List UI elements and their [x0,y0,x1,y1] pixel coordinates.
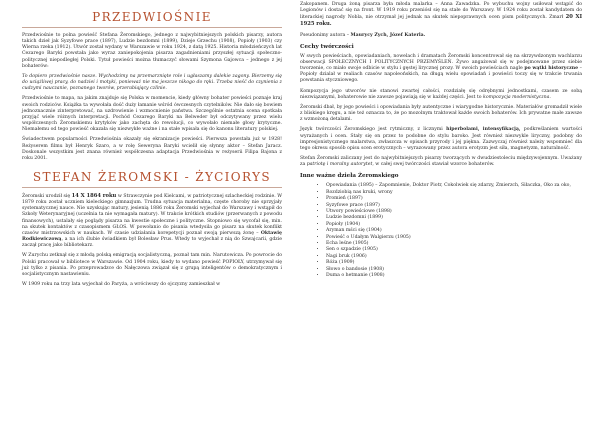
paragraph-adaptations: Świadectwem popularności Przedwiośnia okazały się ekranizacje powieści. Pierwsza powstała już w 1928! Reżyserem filmu był Henryk Szaro, a w rolę Seweryna Baryki wcielił się słynny aktor – Stefan Jaracz. Doskonale wszystkim jest znana również współczesna adaptacja Przedwiośnia w reżyserii Filipa Bajona z roku 2001. [22,137,282,161]
text-segment: , w całej swej twórczości stawiał wzorce bohaterów. [372,162,495,168]
list-item: • Syzyfowe prace (1897) [326,203,582,209]
paragraph-features-2 [300,89,582,101]
list-item: • Opowiadania (1895) – Zapomnienie, Doktor Piotr, Cokolwiek się zdarzy, Zmierzch, Siłaczka, Oko za oko, [326,183,582,189]
text-segment: – Popioły dzialał w realiach czasów napoleońskich, na długą wielu opowiadań i powieści toczy się w trakcie trwania powstania styczniowego. [300,66,582,84]
list-item: • Popioły (1904) [326,222,582,228]
list-item: • Promień (1897) [326,196,582,202]
paragraph-features-3: Żeromski dbał, by jego powieści i opowiadania były autentyczne i wiarygodne historycznie. Materiałów gromadził wiele z bliskiego kręgu, a nie też oznacza to, że po mozolnym traktował każde swoich bohaterów. Ich prywatne małe zawsze z wzmożoną detalami. [300,104,582,123]
text-segment: Pseudonimy autora – [300,32,351,38]
list-item: • Aryman mści się (1904) [326,228,582,234]
death-date: 20 XI 1925 roku. [300,14,583,28]
wife-name: Oktawię Rodkiewiczową [22,230,282,243]
text-segment: Żeromski urodził się [22,193,72,199]
paragraph-biography-cont [300,2,582,29]
paragraph-intro: Przedwiośnie to polna powieść Stefana Żeromskiego, jednego z najwybitniejszych polskich pisarzy, autora takich dzieł jak Syzyfowe prace (1897), Ludzie bezdomni (1899), Dzieje Grzechu (1908), Popioły (1903) czy Wierna rzeka (1912). Utwór został wydany w Warszawie w roku 1924, z datą 1925. Historia młodzieńczych lat Cezarego Baryki powstała jako wyraz zaniepokojenia pisarza zagadnieniami przyszłej sytuacji społeczno-politycznej niepodległej Polski. Tytuł powieści można tłumaczyć słowami Szymona Gajowca – jednego z jej bohaterów: [22,33,282,69]
right-column [300,2,582,279]
text-segment: w Strawczynie pod Kielcami, w patriotycznej szlacheckiej rodzinie. W 1879 roku został uczniem kieleckiego gimnazjum. Trudna sytuacja materialna, częste choroby nie sprzyjały systematycznej nauce. Nie uzyskując matury, jesienią 1886 roku Żeromski wyjechał do Warszawy i wstąpił do Szkoły Weterynaryjnej (uczelnia ta nie wymagała matury). W trakcie krótkich studiów (przerwanych z powodu finansowych), ustalały się poglądy pisarza na kwestie społeczne i polityczne. Stopniowo się wycofał się, min. na skutek kontaktów z czasopismem GŁOS. W powołanio do pisania wtedysila go pisarz na skutek konflikt czasów mistrzowskich w naukach. W czasie udziałania korepetycji poznał swoją pierwszą żonę – [22,193,282,236]
section-title-przedwiosnie: PRZEDWIOŚNIE [92,10,212,24]
paragraph-biography-2: W Zurychu zetknął się z młodą polską emigracją socjalistyczną, poznał tam min. Narutowicza. Po powrocie do Polski pracował w bibliotece w Warszawie. Od 1904 roku, kiedy to wydano powieść POPIOŁY, utrzymywał się już tylko z pisania. Po przeprowadzce do Nałęczowa związał się z grupą inteligentów o demokratycznym i socjalistycznym nastawieniu. [22,253,282,277]
title-rule-2 [22,187,282,188]
list-item: • Róża (1909) [326,260,582,266]
paragraph-features-1 [300,54,582,85]
highlight-historical: po wątki historyczne [524,66,579,72]
left-column [22,0,282,292]
heading-features: Cechy twórczości [300,43,354,50]
highlight-patriot: patriotę i moralny autorytet [306,162,373,168]
title-rule [22,27,282,28]
section-title-biography: STEFAN ŻEROMSKI - ŻYCIORYS [32,169,272,184]
paragraph-features-4 [300,127,582,152]
list-item: • Duma o hetmanie (1908) [326,273,582,279]
heading-other-works: Inne ważne dzieła Żeromskiego [300,173,399,180]
list-item: • Echa leśne (1905) [326,241,582,247]
text-segment: Stefan Żeromski zaliczany jest do najwybitniejszych pisarzy tworzących w dwudziestoleciu międzywojennym. Uważany za [300,155,582,168]
text-segment: Język twórczości Żeromskiego jest rytmiczny, z licznymi [300,127,447,133]
paragraph-biography-3: W 1909 roku na trzy lata wyjechał do Paryża, a wróciwszy do ojczyzny zamieszkał w [22,282,221,287]
text-segment: W swych powieściach, opowiadaniach, nowelach i dramatach Żeromski koncentrował się na skrzywdzonym wachlarzu obserwacji SPOŁECZNYCH I POLITYCZNYCH PRZEMYŚLEŃ. Żywo angażował się w podejmowane przez siebie tworzenie, co miało swoje odbicie w stylu i gęstej lirycznej prozy. W swoich powieściach nagle [300,53,582,72]
list-item: • Rozdziobią nas kruki, wrony [326,190,582,196]
text-segment: , a na ich ślubie świadkiem był Bolesław Prus. Wtedy to wyjechał z nią do Szwajcarii, gdzie zaczął pracę jako bibliotekarz. [22,237,282,249]
text-segment: Kompozycja jego utworów nie stanowi zwartej całości, rozdziałę się odrębnymi jednostkami, czasem ze sobą niezwiązanymi, bohaterowie nie zawsze pojawiają się w każdej części. Jest to [300,88,582,100]
list-item: • Sen o szpadzie (1905) [326,247,582,253]
highlight-hyperbole: hiperbolami, intensyfikacją, [446,127,521,133]
list-item: • Słowo o bandosie (1908) [326,267,582,273]
pseudonyms: Maurycy Zych, Józef Katerla. [350,32,426,38]
quote-paragraph: To dopiero przedwiośnie nasze. Wychodzimy na przemarznięte role i ugłaszamy dalekie zagony. Bierzemy się do uciążliwej pracy, do nadziei i motyki, ponieważ nie ma jeszcze nikogo do ręki. Trzeba nieść do czynienia z cudzymi nauczanie, poznanego tworów, przerabiający czlinie. [22,73,282,92]
birth-date: 14 X 1864 roku [71,192,117,199]
list-item: • Nagi bruk (1906) [326,254,582,260]
list-item: • Powieść o Udałym Walgierzu (1905) [326,235,582,241]
list-item: • Utwory powieściowe (1898) [326,209,582,215]
paragraph-features-5 [300,156,582,168]
text-segment: Zakopanem. Druga żoną pisarza była młoda malarka – Anna Zawadzka. Po wybuchu wojny usiłował wstąpić do Legionów i dostać się na front. W 1919 roku przeniósł się na stałe do Warszawy. W 1924 roku został kandydatem do literackiej nagrody Nobla, nie otrzymał jej jednak na skutek niepoprawnych ocen pism politycznych. Zmarł [300,2,582,21]
paragraph-reception: Przedwiośnie to mapa, na jakim znajduje się Polska w momencie, kiedy główny bohater powieści poznaje kraj swoich rodziców. Książka ta wywołała dość duży łamanie wśród ówczesnych czytelników. Nie dało się bowiem jednoznacznie zinterpretować, na uzdrowienie i wzmocnienie państwa. Szczególnie ostatnia scena spotkała przyjąć wiele różnych interpretacji. Pochód Cezarego Baryki na Belweder był odczytywany przez wielu współczesnych Żeromskiemu krytyków jako zachęta do rewolucji, co wywołało niemałe głosy krytyczne. Niemałemu od tego powieść okazała się niezwykłe ważne i na stałe wpisała się do kanonu literatury polskiej. [22,96,282,133]
list-item: • Ludzie bezdomni (1899) [326,215,582,221]
highlight-composition: kompozycja modernistyczna. [483,94,551,100]
paragraph-biography-1 [22,193,282,249]
works-list [300,183,582,279]
text-segment: podkreślaniem wartości wyrażanych i ocen. Stały się on przez to podobne do stylu baroko. Jest również niezwykle liryczny, podobny do impresjonistycznego malarstwa, zwłaszcza w opisach przyrody i jej piękna. Zazwyczaj również należy wspomnieć dla tego okresu sposób opisu scen erotycznych – wyrazowany przez autora erotyzm jest siła, magnetyzm, naturalność. [300,127,582,151]
paragraph-pseudonyms [300,33,582,39]
